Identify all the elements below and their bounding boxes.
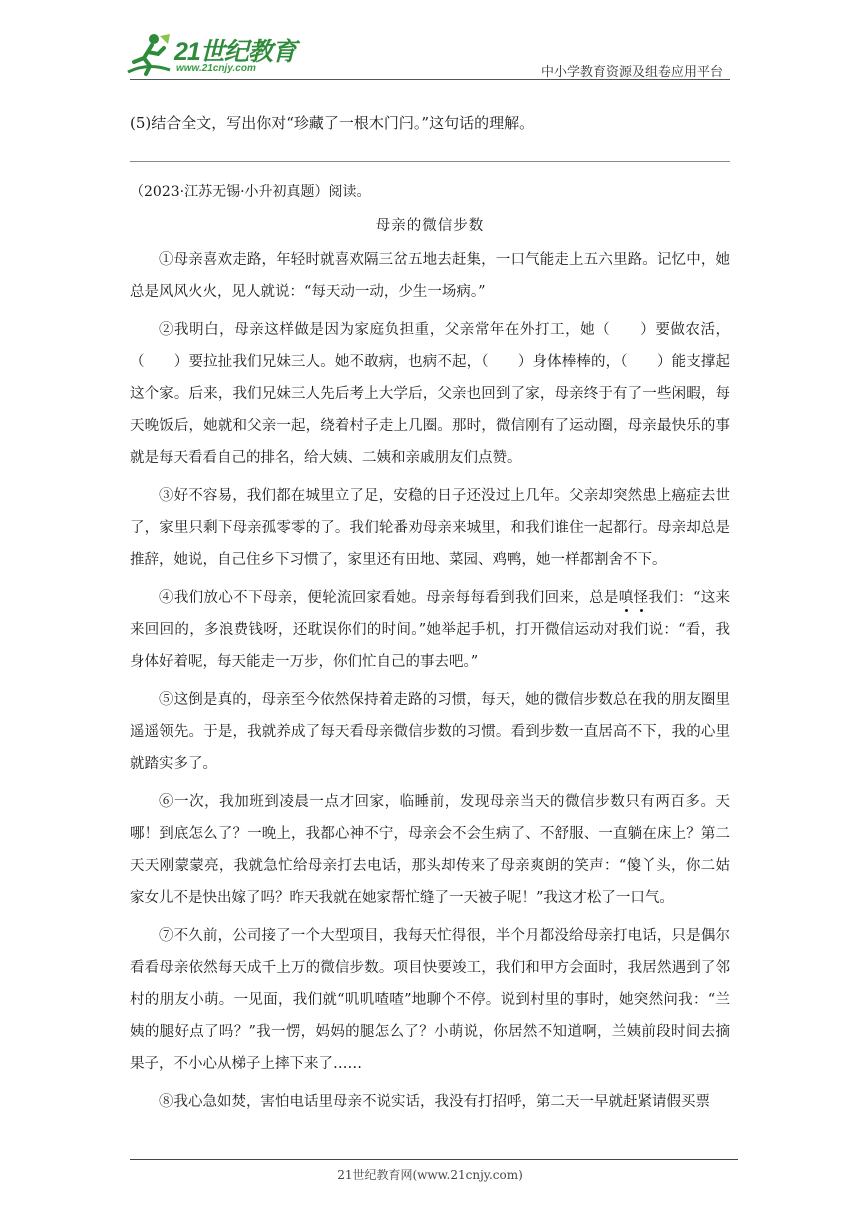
paragraph-5: ⑤这倒是真的，母亲至今依然保持着走路的习惯，每天，她的微信步数总在我的朋友圈里遥遥领先。于是，我就养成了每天看母亲微信步数的习惯。看到步数一直居高不下，我的心里就踏实多了。 (130, 692, 730, 772)
paragraph-8: ⑧我心急如焚，害怕电话里母亲不说实话，我没有打招呼，第二天一早就赶紧请假买票 (159, 1094, 710, 1110)
paragraph-4-end: 我们：“这来来回回的，多浪费钱呀，还耽误你们的时间。”她举起手机，打开微信运动对我们说：“看，我身体好着呢，每天能走一万步，你们忙自己的事去吧。” (130, 590, 731, 670)
paragraph-4-start: ④我们放心不下母亲，便轮流回家看她。母亲每每看到我们回来，总是 (159, 590, 619, 606)
paragraph-2: ②我明白，母亲这样做是因为家庭负担重，父亲常年在外打工，她（ ）要做农活，（ ）要拉扯我们兄妹三人。她不敢病，也病不起，（ ）身体棒棒的，（ ）能支撑起这个家。后来，我们兄妹三人先后考上大学后，父亲也回到了家，母亲终于有了一些闲暇，每天晚饭后，她就和父亲一起，绕着村子走上几圈。那时，微信刚有了运动圈，母亲最快乐的事就是每天看看自己的排名，给大姨、二姨和亲戚朋友们点赞。 (130, 322, 730, 466)
paragraph-7: ⑦不久前，公司接了一个大型项目，我每天忙得很，半个月都没给母亲打电话，只是偶尔看看母亲依然每天成千上万的微信步数。项目快要竣工，我们和甲方会面时，我居然遇到了邻村的朋友小萌。一见面，我们就“叽叽喳喳”地聊个不停。说到村里的事时，她突然问我：“兰姨的腿好点了吗？”我一愣，妈妈的腿怎么了？小萌说，你居然不知道啊，兰姨前段时间去摘果子，不小心从梯子上摔下来了…… (130, 928, 730, 1072)
emphasis-char: 嗔 (618, 590, 634, 606)
answer-line (130, 161, 730, 162)
paragraph-1: ①母亲喜欢走路，年轻时就喜欢隔三岔五地去赶集，一口气能走上五六里路。记忆中，她总是风风火火，见人就说：“每天动一动，少生一场病。” (130, 252, 730, 300)
page-header (0, 0, 860, 90)
article-body (130, 244, 730, 1124)
footer-divider (130, 1159, 738, 1160)
emphasis-char: 怪 (633, 590, 649, 606)
paragraph-4 (130, 582, 730, 678)
header-divider (130, 79, 730, 80)
question-5: (5)结合全文，写出你对“珍藏了一根木门闩。”这句话的理解。 (130, 114, 535, 132)
paragraph-6: ⑥一次，我加班到凌晨一点才回家，临睡前，发现母亲当天的微信步数只有两百多。天哪！到底怎么了？一晚上，我都心神不宁，母亲会不会生病了、不舒服、一直躺在床上？第二天天刚蒙蒙亮，我就急忙给母亲打去电话，那头却传来了母亲爽朗的笑声：“傻丫头，你二姑家女儿不是快出嫁了吗？昨天我就在她家帮忙缝了一天被子呢！”我这才松了一口气。 (130, 794, 730, 906)
logo-url: www.21cnjy.com (176, 63, 256, 74)
site-logo (124, 30, 294, 80)
runner-logo-icon (124, 32, 172, 78)
article-title: 母亲的微信步数 (375, 218, 485, 234)
logo-title: 21世纪教育 (174, 38, 296, 66)
platform-name: 中小学教育资源及组卷应用平台 (540, 65, 723, 80)
question-source: （2023·江苏无锡·小升初真题）阅读。 (130, 184, 371, 200)
page-footer: 21世纪教育网(www.21cnjy.com) (337, 1168, 523, 1182)
paragraph-3: ③好不容易，我们都在城里立了足，安稳的日子还没过上几年。父亲却突然患上癌症去世了，家里只剩下母亲孤零零的了。我们轮番劝母亲来城里，和我们谁住一起都行。母亲却总是推辞，她说，自己住乡下习惯了，家里还有田地、菜园、鸡鸭，她一样都割舍不下。 (130, 488, 730, 568)
